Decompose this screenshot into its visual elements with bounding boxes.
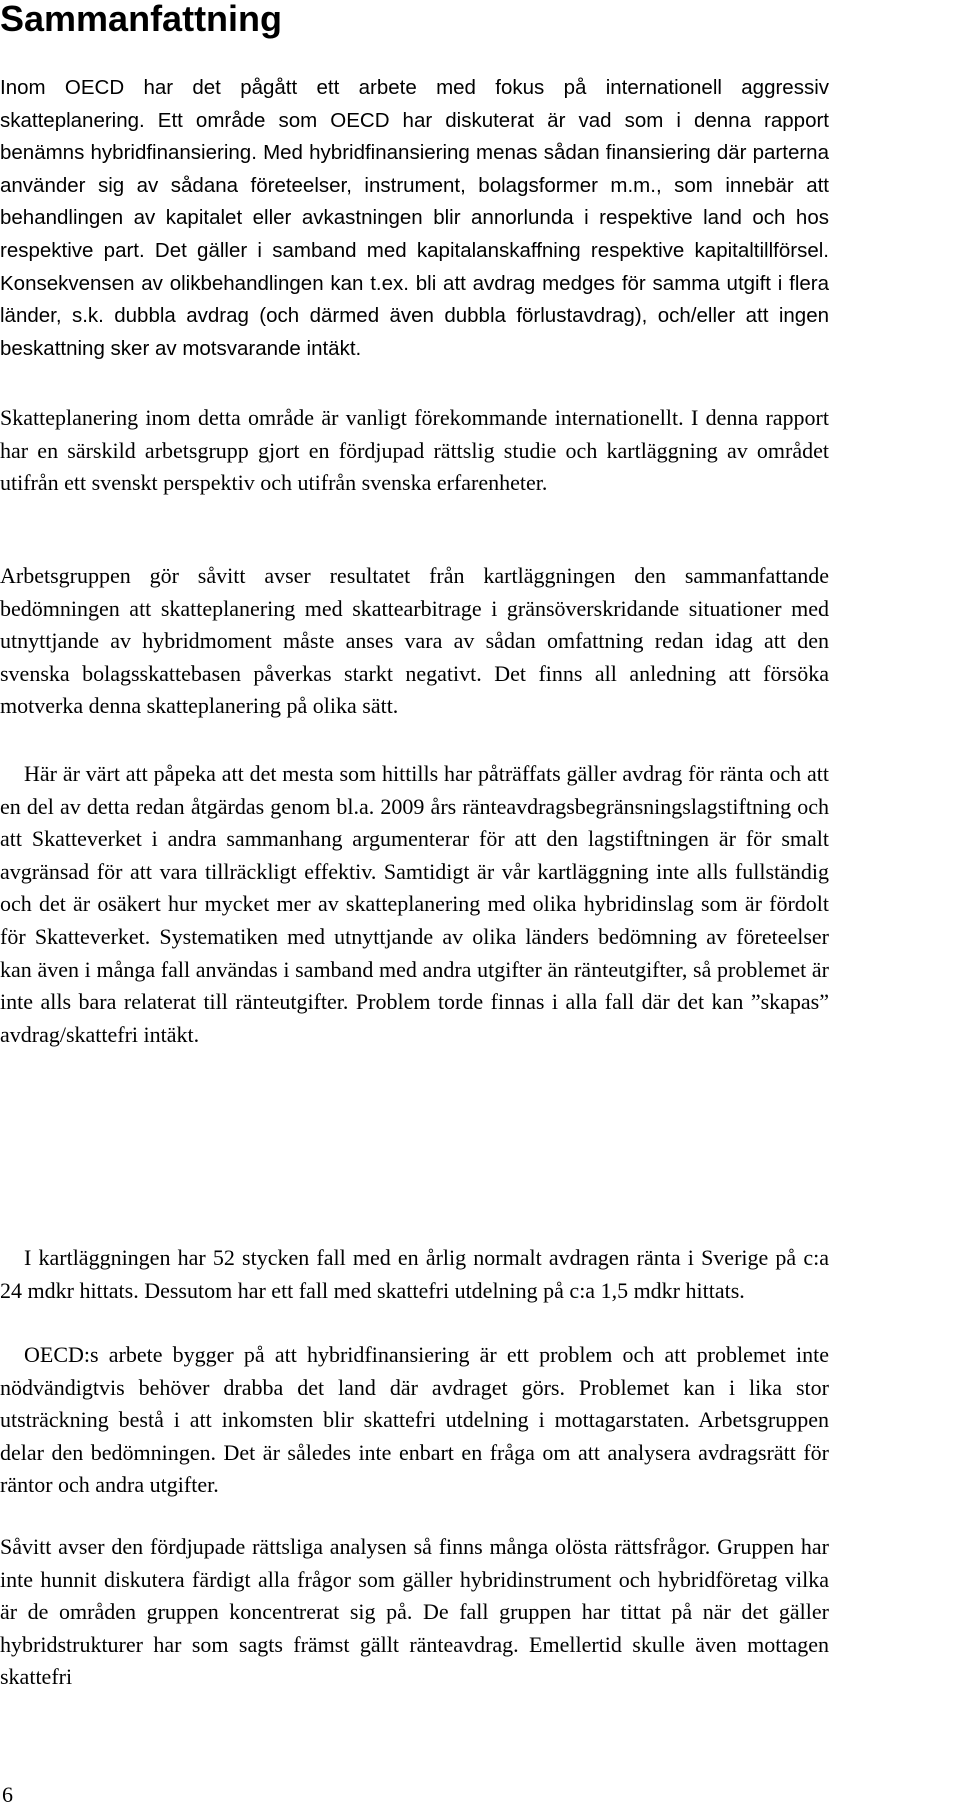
paragraph-1: Inom OECD har det pågått ett arbete med fokus på internationell aggressiv skatteplanering. Ett område som OECD har diskuterat är vad som i denna rapport benämns hybridfinansiering. Med hybridfinansiering menas sådan finansiering där parterna använder sig av sådana företeelser, instrument, bolagsformer m.m., som innebär att behandlingen av kapitalet eller avkastningen blir annorlunda i respektive land och hos respektive part. Det gäller i samband med kapitalanskaffning respektive kapitaltillförsel. Konsekvensen av olikbehandlingen kan t.ex. bli att avdrag medges för samma utgift i flera länder, s.k. dubbla avdrag (och därmed även dubbla förlustavdrag), och/eller att ingen beskattning sker av motsvarande intäkt. [0, 76, 829, 360]
paragraph-6: OECD:s arbete bygger på att hybridfinansiering är ett problem och att problemet inte nödvändigtvis behöver drabba det land där avdraget görs. Problemet kan i lika stor utsträckning bestå i att inkomsten blir skattefri utdelning i mottagarstaten. Arbetsgruppen delar den bedömningen. Det är således inte enbart en fråga om att analysera avdragsrätt för räntor och andra utgifter. [0, 1342, 829, 1498]
paragraph-2: Skatteplanering inom detta område är vanligt förekommande internationellt. I denna rapport har en särskild arbetsgrupp gjort en fördjupad rättslig studie och kartläggning av området utifrån ett svenskt perspektiv och utifrån svenska erfarenheter. [0, 405, 829, 496]
page-title: Sammanfattning [0, 0, 283, 39]
page-number: 6 [2, 1782, 13, 1807]
paragraph-4: Här är värt att påpeka att det mesta som hittills har påträffats gäller avdrag för ränta och att en del av detta redan åtgärdas genom bl.a. 2009 års ränteavdragsbegränsningslagstiftning och att Skatteverket i andra sammanhang argumenterar för att den lagstiftningen är för smalt avgränsad för att vara tillräckligt effektiv. Samtidigt är vår kartläggning inte alls fullständig och det är osäkert hur mycket mer av skatteplanering med olika hybridinslag som är fördolt för Skatteverket. Systematiken med utnyttjande av olika länders bedömning av företeelser kan även i många fall användas i samband med andra utgifter än ränteutgifter, så problemet är inte alls bara relaterat till ränteutgifter. Problem torde finnas i alla fall där det kan ”skapas” avdrag/skattefri intäkt. [0, 761, 829, 1047]
paragraph-7: Såvitt avser den fördjupade rättsliga analysen så finns många olösta rättsfrågor. Gruppen har inte hunnit diskutera färdigt alla frågor som gäller hybridinstrument och hybridföretag vilka är de områden gruppen koncentrerat sig på. De fall gruppen har tittat på när det gäller hybridstrukturer har som sagts främst gällt ränteavdrag. Emellertid skulle även mottagen skattefri [0, 1534, 829, 1690]
paragraph-3: Arbetsgruppen gör såvitt avser resultatet från kartläggningen den sammanfattande bedömningen att skatteplanering med skattearbitrage i gränsöverskridande situationer med utnyttjande av hybridmoment måste anses vara av sådan omfattning redan idag att den svenska bolagsskattebasen påverkas starkt negativt. Det finns all anledning att försöka motverka denna skatteplanering på olika sätt. [0, 563, 829, 719]
paragraph-5: I kartläggningen har 52 stycken fall med en årlig normalt avdragen ränta i Sverige på c:a 24 mdkr hittats. Dessutom har ett fall med skattefri utdelning på c:a 1,5 mdkr hittats. [0, 1245, 829, 1303]
